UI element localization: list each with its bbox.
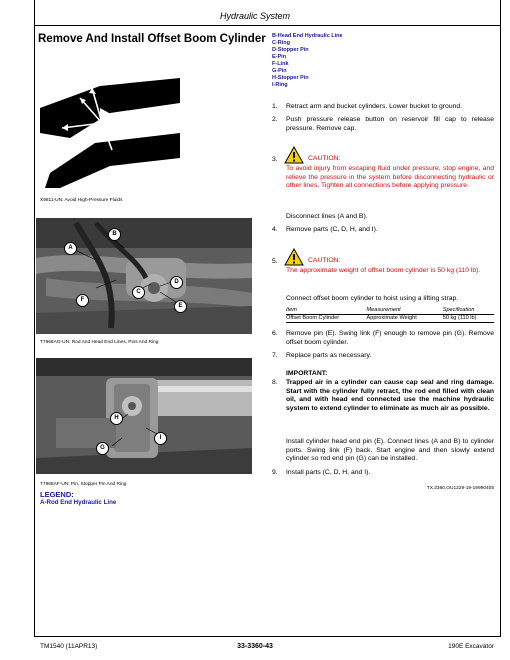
pin-stopper-ring-photo	[36, 358, 252, 474]
callout-a: A	[64, 242, 77, 255]
callout-i: I	[154, 432, 167, 445]
step-8-note: Install cylinder head end pin (E). Connect lines (A and B) to cylinder ports. Swing link (F) back. Start engine and then slowly extend cylinder so rod end pin (G) can be installed.	[286, 438, 494, 463]
spec-table	[286, 307, 494, 323]
legend-item: E-Pin	[272, 54, 287, 60]
table-header: Measurement	[366, 307, 401, 313]
page-title: Remove And Install Offset Boom Cylinder	[38, 33, 266, 45]
step-9: 9. Install parts (C, D, H, and I).	[272, 469, 371, 476]
table-cell: Approximate Weight	[366, 315, 417, 321]
legend-item: G-Pin	[272, 68, 287, 74]
step-5: 5. CAUTION: The approximate weight of offset boom cylinder is 50 kg (110 lb).	[272, 248, 494, 284]
step-2: 2. Push pressure release button on reservoir fill cap to release pressure. Remove cap.	[272, 116, 494, 132]
caution-label: CAUTION:	[308, 257, 341, 264]
legend-item: C-Ring	[272, 40, 291, 46]
high-pressure-fluid-illustration	[40, 78, 180, 188]
footer-machine: 190E Excavator	[448, 643, 494, 650]
step-4: 4. Remove parts (C, D, H, and I).	[272, 226, 378, 233]
table-header: Item	[286, 307, 297, 313]
table-header-row	[286, 307, 494, 315]
step-1: 1. Retract arm and bucket cylinders. Lower bucket to ground.	[272, 103, 463, 110]
legend-item: A-Rod End Hydraulic Line	[40, 499, 117, 506]
warning-triangle-icon	[284, 248, 304, 266]
callout-c: C	[132, 286, 145, 299]
important-label: IMPORTANT:	[286, 370, 328, 377]
document-reference: TX,3360,OU1229-19-19990405	[426, 486, 494, 491]
rod-head-end-lines-photo	[36, 218, 252, 334]
legend-item: B-Head End Hydraulic Line	[272, 33, 343, 39]
figure-caption: T7968AF-UN: Pin, Stopper Pin And Ring	[40, 482, 127, 487]
figure-caption: X9811-UN: Avoid High-Pressure Fluids	[40, 198, 123, 203]
step-6: 6. Remove pin (E). Swing link (F) enough to remove pin (G). Remove offset boom cylinder.	[272, 330, 494, 346]
legend-item: F-Link	[272, 61, 289, 67]
table-header: Specification	[442, 307, 475, 313]
legend-item: H-Stopper Pin	[272, 75, 309, 81]
legend-item: I-Ring	[272, 82, 288, 88]
table-cell: 50 kg (110 lb)	[442, 315, 477, 321]
step-8: 8. Trapped air in a cylinder can cause cap seal and ring damage. Start with the cylinder fully retract, the rod end filled with clean oil, and with head end connected use the machine hydraulic system to extend cylinder to eliminate as much air as possible.	[272, 379, 494, 412]
legend-title: LEGEND:	[40, 490, 74, 499]
callout-d: D	[170, 276, 183, 289]
step-7: 7. Replace parts as necessary.	[272, 352, 372, 359]
warning-triangle-icon	[284, 146, 304, 164]
step-3-note: Disconnect lines (A and B).	[286, 213, 368, 220]
section-header: Hydraulic System	[219, 11, 291, 21]
callout-f: F	[76, 294, 89, 307]
callout-e: E	[174, 300, 187, 313]
footer-rule	[34, 636, 501, 637]
footer-page-number: 33-3360-43	[237, 643, 273, 650]
header-rule	[34, 25, 501, 26]
callout-g: G	[96, 442, 109, 455]
callout-b: B	[108, 228, 121, 241]
caution-label: CAUTION:	[308, 155, 341, 162]
footer-manual-id: TM1540 (11APR13)	[40, 643, 98, 650]
right-margin-line	[500, 0, 501, 636]
figure-caption: T7968AO-UN: Rod And Head End Lines, Pins And Ring	[40, 340, 159, 345]
legend-item: D-Stopper Pin	[272, 47, 309, 53]
left-margin-line	[34, 0, 35, 636]
table-row	[286, 315, 494, 323]
callout-h: H	[110, 412, 123, 425]
parts-legend	[272, 33, 472, 89]
step-5-note: Connect offset boom cylinder to hoist using a lifting strap.	[286, 295, 459, 302]
table-cell: Offset Boom Cylinder	[286, 315, 340, 321]
step-3: 3. CAUTION: To avoid injury from escaping fluid under pressure, stop engine, and relieve the pressure in the system before disconnecting hydraulic or other lines. Tighten all connections before applying pressure.	[272, 146, 494, 202]
